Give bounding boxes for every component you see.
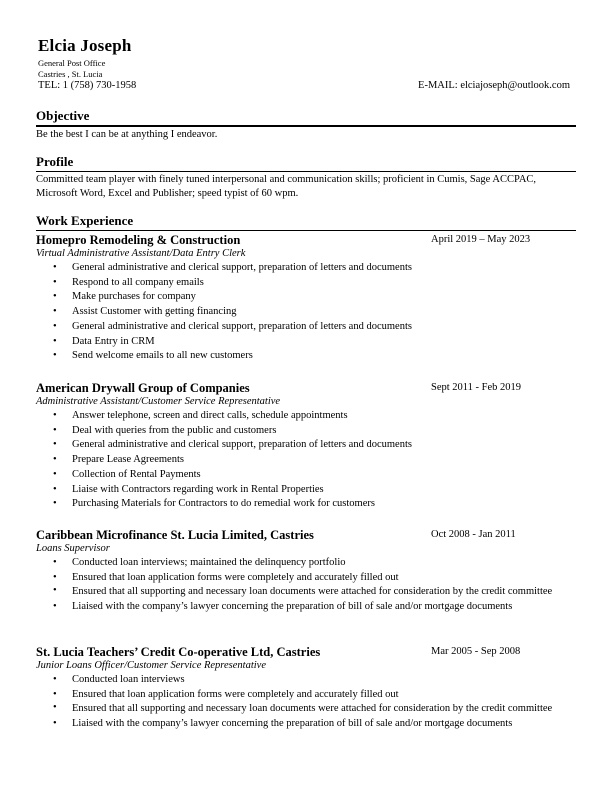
duty-item: • Purchasing Materials for Contractors to do remedial work for customers xyxy=(36,497,576,512)
duty-item: • Liaise with Contractors regarding work in Rental Properties xyxy=(36,483,576,498)
duty-item: • Respond to all company emails xyxy=(36,276,576,291)
duty-list xyxy=(36,409,576,512)
email: E-MAIL: elciajoseph@outlook.com xyxy=(418,80,570,91)
duty-item: • Ensured that all supporting and necessary loan documents were attached for consideration by the credit committee xyxy=(36,702,576,717)
job-dates: Sept 2011 - Feb 2019 xyxy=(431,382,522,393)
job-entry xyxy=(36,528,576,615)
objective-heading: Objective xyxy=(36,108,576,127)
duty-item: • Liaised with the company’s lawyer concerning the preparation of bill of sale and/or mortgage documents xyxy=(36,717,576,732)
job-dates: April 2019 – May 2023 xyxy=(431,234,531,245)
duty-item: • Collection of Rental Payments xyxy=(36,468,576,483)
duty-item: • Ensured that loan application forms were completely and accurately filled out xyxy=(36,688,576,703)
duty-item: • General administrative and clerical support, preparation of letters and documents xyxy=(36,261,576,276)
job-dates: Oct 2008 - Jan 2011 xyxy=(431,529,516,540)
job-role: Virtual Administrative Assistant/Data Entry Clerk xyxy=(36,248,246,259)
telephone: TEL: 1 (758) 730-1958 xyxy=(38,80,137,91)
company-name: St. Lucia Teachers’ Credit Co-operative Ltd, Castries xyxy=(36,645,321,659)
address-line-2: Castries , St. Lucia xyxy=(38,69,103,79)
duty-list xyxy=(36,673,576,732)
duty-item: • Conducted loan interviews; maintained the delinquency portfolio xyxy=(36,556,576,571)
duty-item: • Liaised with the company’s lawyer concerning the preparation of bill of sale and/or mortgage documents xyxy=(36,600,576,615)
company-name: Caribbean Microfinance St. Lucia Limited, Castries xyxy=(36,528,314,542)
company-name: Homepro Remodeling & Construction xyxy=(36,233,241,247)
company-name: American Drywall Group of Companies xyxy=(36,381,250,395)
job-role: Loans Supervisor xyxy=(36,543,110,554)
address-line-1: General Post Office xyxy=(38,58,106,68)
job-role: Junior Loans Officer/Customer Service Representative xyxy=(36,660,266,671)
candidate-name: Elcia Joseph xyxy=(38,36,132,55)
duty-item: • Answer telephone, screen and direct calls, schedule appointments xyxy=(36,409,576,424)
duty-item: • Deal with queries from the public and customers xyxy=(36,424,576,439)
profile-section xyxy=(36,154,576,200)
duty-item: • Data Entry in CRM xyxy=(36,335,576,350)
duty-item: • Make purchases for company xyxy=(36,290,576,305)
duty-item: • General administrative and clerical support, preparation of letters and documents xyxy=(36,438,576,453)
objective-section xyxy=(36,108,576,142)
duty-list xyxy=(36,261,576,364)
work-experience-section xyxy=(36,213,576,231)
duty-item: • Assist Customer with getting financing xyxy=(36,305,576,320)
profile-heading: Profile xyxy=(36,154,576,172)
job-role: Administrative Assistant/Customer Service Representative xyxy=(36,396,281,407)
duty-item: • General administrative and clerical support, preparation of letters and documents xyxy=(36,320,576,335)
duty-item: • Prepare Lease Agreements xyxy=(36,453,576,468)
job-entry xyxy=(36,381,576,512)
objective-text: Be the best I can be at anything I endeavor. xyxy=(36,129,218,140)
duty-item: • Send welcome emails to all new customers xyxy=(36,349,576,364)
profile-text: Committed team player with finely tuned interpersonal and communication skills; proficient in Cumis, Sage ACCPAC, Microsoft Word, Excel and Publisher; speed typist of 60 wpm. xyxy=(36,174,537,199)
duty-item: • Ensured that loan application forms were completely and accurately filled out xyxy=(36,571,576,586)
job-entry xyxy=(36,233,576,364)
duty-item: • Ensured that all supporting and necessary loan documents were attached for consideration by the credit committee xyxy=(36,585,576,600)
work-experience-heading: Work Experience xyxy=(36,213,576,231)
job-entry xyxy=(36,645,576,732)
duty-list xyxy=(36,556,576,615)
duty-item: • Conducted loan interviews xyxy=(36,673,576,688)
job-dates: Mar 2005 - Sep 2008 xyxy=(431,646,521,657)
